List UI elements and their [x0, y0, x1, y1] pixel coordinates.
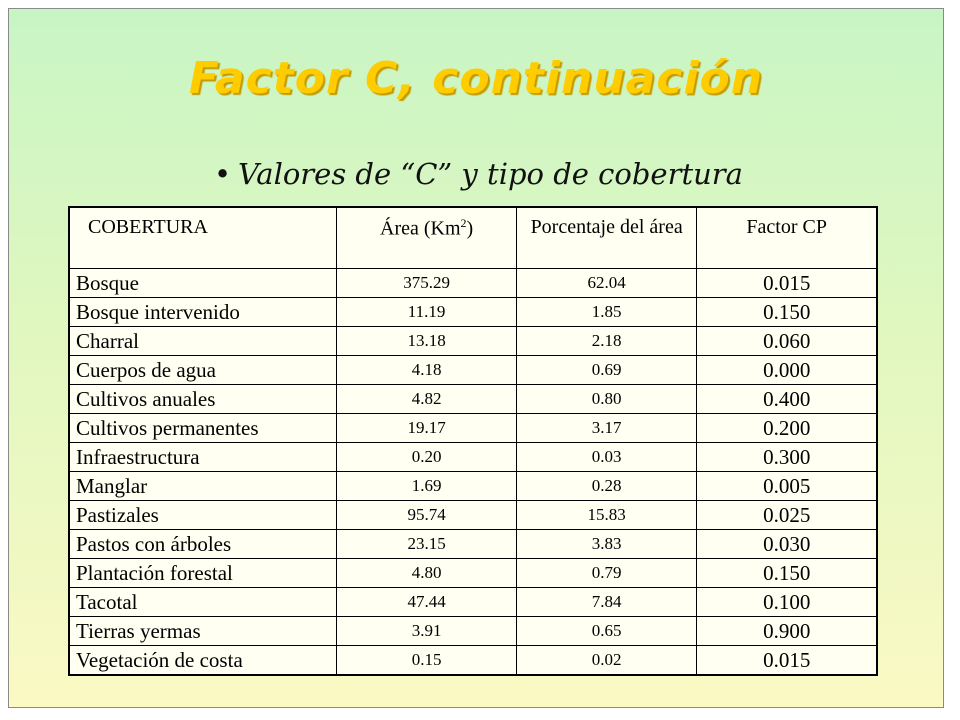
cell-factor: 0.150: [697, 559, 877, 588]
cell-cobertura: Bosque intervenido: [69, 298, 337, 327]
cell-cobertura: Vegetación de costa: [69, 646, 337, 676]
bullet-item: [214, 157, 743, 191]
cell-area: 4.80: [337, 559, 517, 588]
cell-cobertura: Pastos con árboles: [69, 530, 337, 559]
header-area-close: ): [466, 217, 474, 240]
cell-porcentaje: 3.83: [516, 530, 697, 559]
header-area: [337, 207, 517, 269]
slide-title: Factor C, continuación: [188, 53, 764, 104]
cell-porcentaje: 15.83: [516, 501, 697, 530]
cell-cobertura: Manglar: [69, 472, 337, 501]
table-row: [69, 530, 877, 559]
table-row: [69, 472, 877, 501]
cell-porcentaje: 62.04: [516, 269, 697, 298]
header-area-superscript: 2: [460, 216, 467, 230]
cell-factor: 0.400: [697, 385, 877, 414]
cell-factor: 0.900: [697, 617, 877, 646]
table-header-row: [69, 207, 877, 269]
cell-factor: 0.015: [697, 269, 877, 298]
cell-cobertura: Cultivos anuales: [69, 385, 337, 414]
cell-porcentaje: 0.02: [516, 646, 697, 676]
cell-porcentaje: 0.69: [516, 356, 697, 385]
cell-area: 1.69: [337, 472, 517, 501]
cell-cobertura: Infraestructura: [69, 443, 337, 472]
table-row: [69, 269, 877, 298]
cell-factor: 0.005: [697, 472, 877, 501]
header-factor: Factor CP: [697, 207, 877, 269]
cell-area: 4.18: [337, 356, 517, 385]
cell-area: 19.17: [337, 414, 517, 443]
table-body: [69, 269, 877, 676]
cell-porcentaje: 2.18: [516, 327, 697, 356]
cell-porcentaje: 7.84: [516, 588, 697, 617]
table-row: [69, 501, 877, 530]
cell-factor: 0.300: [697, 443, 877, 472]
table-row: [69, 298, 877, 327]
cell-factor: 0.025: [697, 501, 877, 530]
cell-cobertura: Plantación forestal: [69, 559, 337, 588]
cell-area: 23.15: [337, 530, 517, 559]
cell-area: 3.91: [337, 617, 517, 646]
table-row: [69, 646, 877, 676]
header-cobertura: COBERTURA: [69, 207, 337, 269]
cell-area: 0.15: [337, 646, 517, 676]
cell-factor: 0.030: [697, 530, 877, 559]
cell-cobertura: Cultivos permanentes: [69, 414, 337, 443]
cell-factor: 0.060: [697, 327, 877, 356]
cell-area: 13.18: [337, 327, 517, 356]
table-row: [69, 385, 877, 414]
table-row: [69, 617, 877, 646]
cover-factor-table: [68, 206, 878, 676]
cell-factor: 0.015: [697, 646, 877, 676]
cell-cobertura: Tacotal: [69, 588, 337, 617]
table-row: [69, 443, 877, 472]
cell-porcentaje: 3.17: [516, 414, 697, 443]
cell-cobertura: Charral: [69, 327, 337, 356]
cell-area: 95.74: [337, 501, 517, 530]
cell-factor: 0.200: [697, 414, 877, 443]
cell-cobertura: Tierras yermas: [69, 617, 337, 646]
cell-porcentaje: 0.79: [516, 559, 697, 588]
header-porcentaje: Porcentaje del área: [516, 207, 697, 269]
cell-cobertura: Pastizales: [69, 501, 337, 530]
bullet-text: Valores de “C” y tipo de cobertura: [238, 157, 743, 191]
bullet-dot-icon: •: [214, 157, 232, 191]
cell-porcentaje: 1.85: [516, 298, 697, 327]
cell-factor: 0.000: [697, 356, 877, 385]
table-row: [69, 327, 877, 356]
cell-factor: 0.150: [697, 298, 877, 327]
cell-cobertura: Cuerpos de agua: [69, 356, 337, 385]
table-row: [69, 559, 877, 588]
cell-porcentaje: 0.65: [516, 617, 697, 646]
header-area-label: Área (Km: [380, 217, 461, 240]
cell-porcentaje: 0.28: [516, 472, 697, 501]
table-row: [69, 356, 877, 385]
cell-area: 4.82: [337, 385, 517, 414]
cell-factor: 0.100: [697, 588, 877, 617]
table-row: [69, 588, 877, 617]
cell-area: 11.19: [337, 298, 517, 327]
table-row: [69, 414, 877, 443]
cell-porcentaje: 0.80: [516, 385, 697, 414]
cell-cobertura: Bosque: [69, 269, 337, 298]
cell-porcentaje: 0.03: [516, 443, 697, 472]
cell-area: 47.44: [337, 588, 517, 617]
cell-area: 0.20: [337, 443, 517, 472]
cell-area: 375.29: [337, 269, 517, 298]
